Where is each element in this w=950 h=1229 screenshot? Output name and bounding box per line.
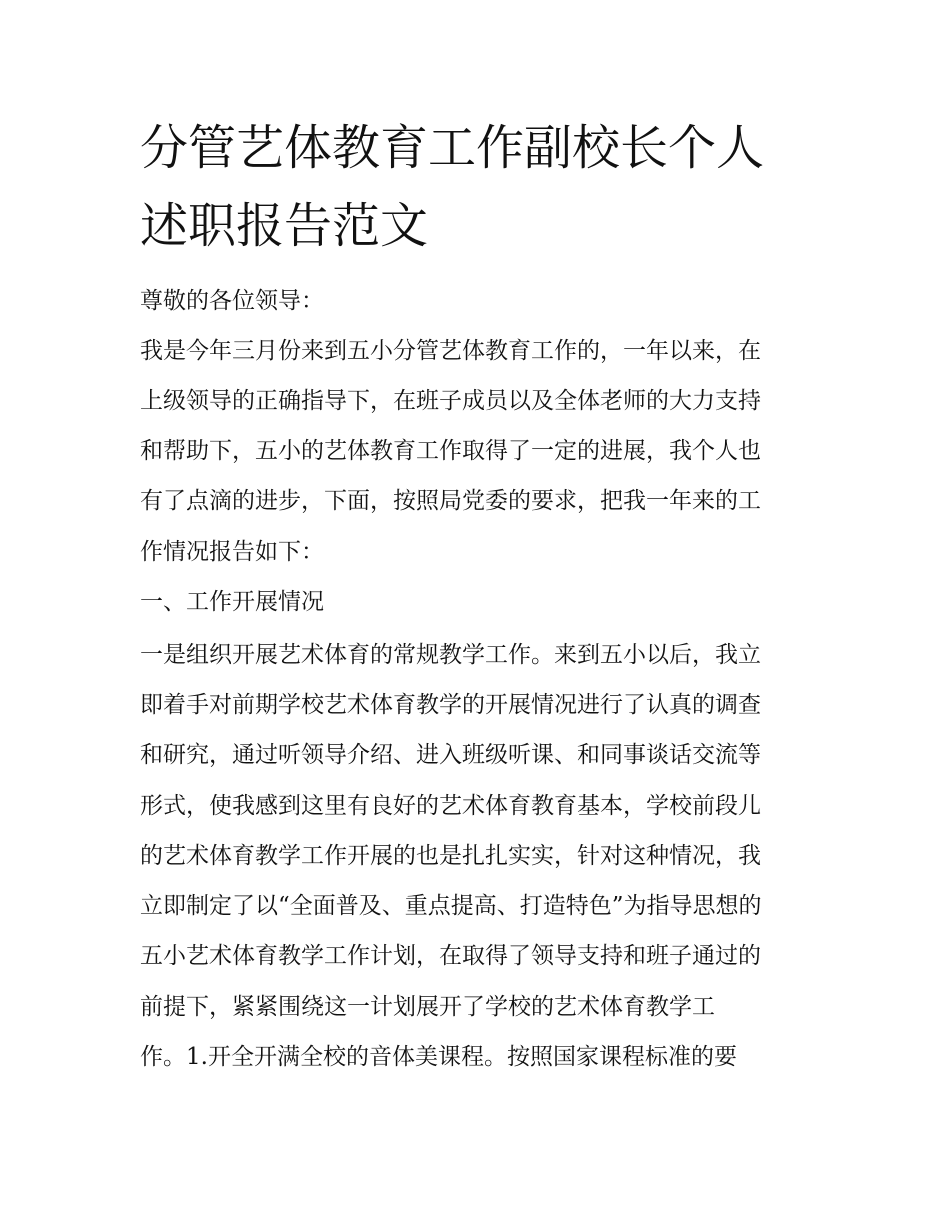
paragraph-2-line: 形式，使我感到这里有良好的艺术体育教育基本，学校前段儿 — [140, 793, 761, 819]
paragraph-2-line: 立即制定了以“全面普及、重点提高、打造特色”为指导思想的 — [140, 893, 762, 919]
paragraph-1-line: 上级领导的正确指导下，在班子成员以及全体老师的大力支持 — [140, 388, 761, 414]
paragraph-2-line: 五小艺术体育教学工作计划，在取得了领导支持和班子通过的 — [140, 943, 761, 969]
section-heading: 一、工作开展情况 — [140, 589, 324, 615]
paragraph-2-line: 一是组织开展艺术体育的常规教学工作。来到五小以后，我立 — [140, 642, 761, 668]
paragraph-2-line: 前提下，紧紧围绕这一计划展开了学校的艺术体育教学工 — [140, 994, 715, 1020]
salutation: 尊敬的各位领导： — [140, 288, 324, 314]
paragraph-1-line: 有了点滴的进步，下面，按照局党委的要求，把我一年来的工 — [140, 488, 761, 514]
document-title-line-1: 分管艺体教育工作副校长个人 — [140, 120, 765, 176]
document-title-line-2: 述职报告范文 — [140, 198, 429, 254]
paragraph-2-line: 和研究，通过听领导介绍、进入班级听课、和同事谈话交流等 — [140, 742, 761, 768]
paragraph-1-line: 我是今年三月份来到五小分管艺体教育工作的，一年以来，在 — [140, 338, 761, 364]
paragraph-2-line: 即着手对前期学校艺术体育教学的开展情况进行了认真的调查 — [140, 692, 761, 718]
paragraph-1-line: 作情况报告如下： — [140, 539, 324, 565]
paragraph-2-line: 作。1.开全开满全校的音体美课程。按照国家课程标准的要 — [140, 1044, 737, 1070]
paragraph-1-line: 和帮助下，五小的艺体教育工作取得了一定的进展，我个人也 — [140, 438, 761, 464]
paragraph-2-line: 的艺术体育教学工作开展的也是扎扎实实，针对这种情况，我 — [140, 843, 761, 869]
